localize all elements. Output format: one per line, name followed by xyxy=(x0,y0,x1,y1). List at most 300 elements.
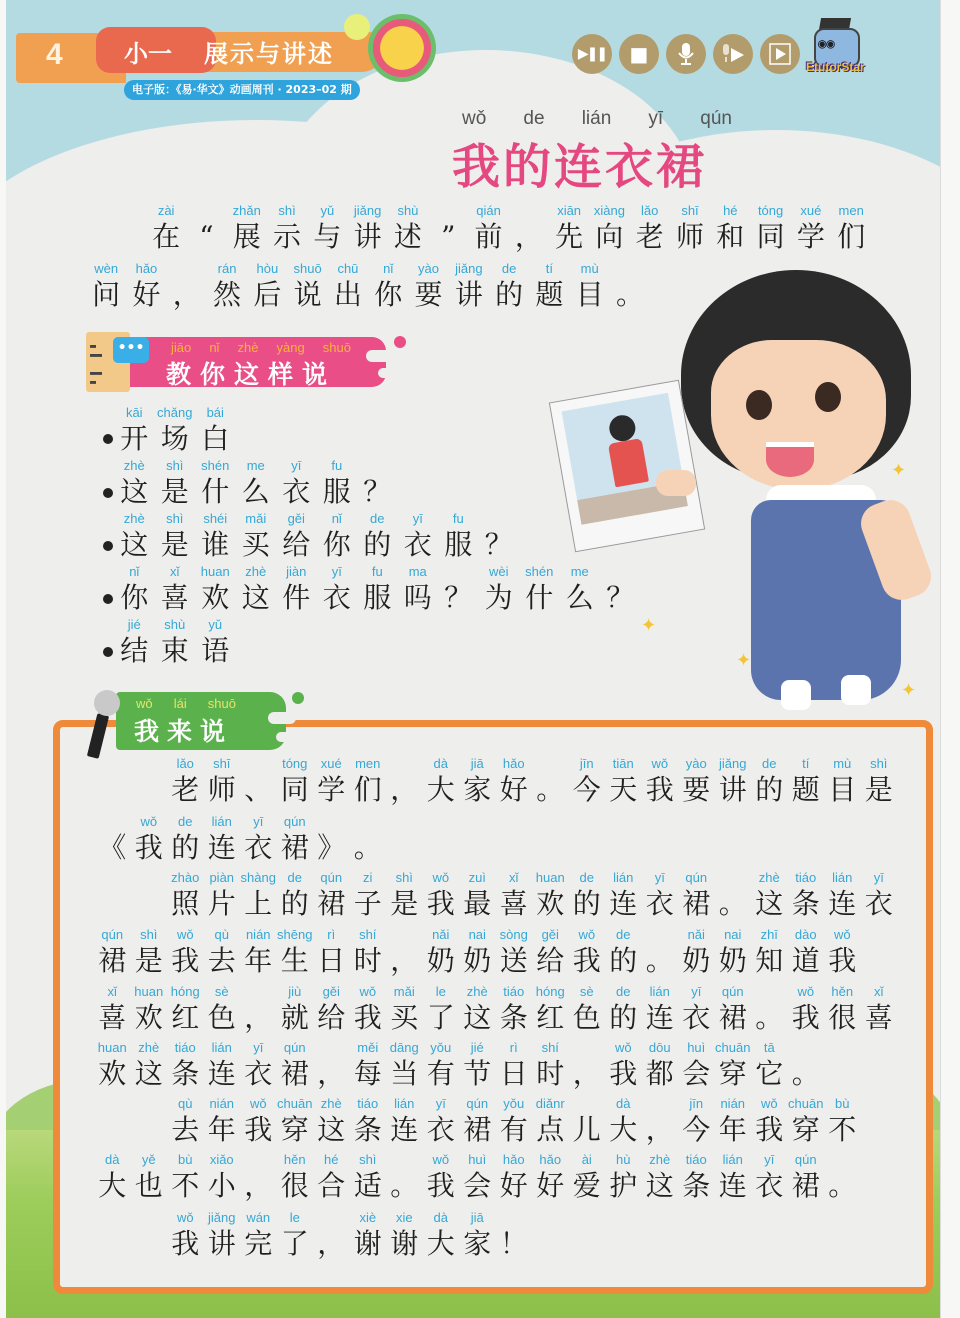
pinyin: shì xyxy=(278,203,296,218)
hanzi: 这 xyxy=(755,887,784,920)
ruby-char xyxy=(861,756,898,808)
ruby-char xyxy=(831,203,871,255)
hanzi: 这 xyxy=(645,1169,674,1202)
hanzi: 目 xyxy=(828,773,857,806)
pinyin: kāi xyxy=(125,405,143,420)
pinyin: tí xyxy=(545,261,554,276)
hanzi: 给 xyxy=(317,1001,346,1034)
ruby-char xyxy=(94,756,131,808)
hanzi: 红 xyxy=(536,1001,565,1034)
pinyin: mǎi xyxy=(393,984,415,999)
bullet-icon xyxy=(103,594,113,604)
hanzi: 连 xyxy=(609,887,638,920)
pinyin: hěn xyxy=(283,1152,306,1167)
pinyin: huì xyxy=(687,1040,706,1055)
sparkle-icon: ✦ xyxy=(901,680,917,701)
ruby-char xyxy=(155,405,196,457)
hanzi: 后 xyxy=(253,278,282,311)
hanzi: 会 xyxy=(463,1169,492,1202)
ruby-char xyxy=(167,1096,204,1148)
pinyin: mù xyxy=(833,756,852,771)
pinyin: wǒ xyxy=(249,1096,267,1111)
hanzi: 讲 xyxy=(454,278,483,311)
hanzi: 同 xyxy=(280,773,309,806)
hanzi: 就 xyxy=(280,1001,309,1034)
ruby-char xyxy=(276,458,317,510)
pinyin: zhī xyxy=(760,927,778,942)
hanzi: 送 xyxy=(499,944,528,977)
pinyin: huan xyxy=(134,984,164,999)
pinyin: jiǎng xyxy=(353,203,382,218)
video-play-button[interactable] xyxy=(760,34,800,74)
ruby-char xyxy=(167,1040,204,1092)
ruby-char xyxy=(459,1152,496,1204)
ruby-char xyxy=(195,564,236,616)
pinyin: qún xyxy=(794,1152,817,1167)
ruby-char xyxy=(459,756,496,808)
pinyin: nǎi xyxy=(687,927,705,942)
ruby-char xyxy=(710,203,750,255)
play-recording-button[interactable] xyxy=(713,34,753,74)
ruby-char xyxy=(386,870,423,922)
pinyin: qún xyxy=(685,870,708,885)
hanzi: 老 xyxy=(635,220,664,253)
pinyin: zhè xyxy=(138,1040,160,1055)
ruby-char xyxy=(357,511,398,563)
hanzi: 很 xyxy=(828,1001,857,1034)
hanzi: 是 xyxy=(160,475,189,508)
hanzi: 服 xyxy=(444,528,473,561)
ruby-char xyxy=(350,756,387,808)
ruby-char xyxy=(791,203,831,255)
worksheet-page xyxy=(6,0,941,1318)
pinyin: qù xyxy=(214,927,229,942)
ruby-char xyxy=(167,870,204,922)
ruby-char xyxy=(532,927,569,979)
hanzi: 完 xyxy=(244,1227,273,1260)
etutor-logo: EtutorStar xyxy=(806,60,865,74)
pinyin: sè xyxy=(579,984,594,999)
ruby-char xyxy=(155,564,196,616)
hanzi: 爱 xyxy=(572,1169,601,1202)
ruby-char xyxy=(861,984,898,1036)
pinyin: jiàn xyxy=(286,564,307,579)
pinyin: ài xyxy=(581,1152,592,1167)
bullet-icon xyxy=(103,434,113,444)
badge-notch xyxy=(268,712,296,724)
ruby-char xyxy=(167,814,204,866)
hanzi: 穿 xyxy=(280,1113,309,1146)
hanzi: 我 xyxy=(572,944,601,977)
pinyin: dāng xyxy=(389,1040,419,1055)
hanzi: 衣 xyxy=(426,1113,455,1146)
pinyin: qún xyxy=(320,870,343,885)
ruby-char xyxy=(240,814,277,866)
microphone-icon xyxy=(677,42,695,66)
ruby-char xyxy=(350,927,387,979)
ruby-char xyxy=(496,1152,533,1204)
ruby-char xyxy=(94,1152,131,1204)
hanzi: 衣 xyxy=(282,475,311,508)
hanzi: 是 xyxy=(864,773,893,806)
ruby-char xyxy=(519,564,560,616)
ruby-char xyxy=(788,870,825,922)
ruby-char xyxy=(195,617,236,669)
ruby-char xyxy=(386,927,423,979)
ruby-char xyxy=(277,1210,314,1262)
hanzi: 片 xyxy=(207,887,236,920)
hanzi: 在 xyxy=(152,220,181,253)
pinyin: xiàng xyxy=(593,203,625,218)
pinyin: shì xyxy=(140,927,158,942)
sparkle-icon: ✦ xyxy=(641,615,657,636)
ruby-char xyxy=(313,1152,350,1204)
hanzi: 。 xyxy=(645,944,674,977)
ruby-char xyxy=(751,870,788,922)
ruby-char xyxy=(569,927,606,979)
hanzi: 这 xyxy=(241,581,270,614)
speech-line xyxy=(94,984,897,1036)
ruby-char xyxy=(94,814,131,866)
ruby-char xyxy=(131,1096,168,1148)
ruby-char xyxy=(277,756,314,808)
ruby-char xyxy=(240,1040,277,1092)
hanzi: 连 xyxy=(207,831,236,864)
pinyin: mù xyxy=(580,261,599,276)
ruby-char xyxy=(131,927,168,979)
bullet-icon xyxy=(103,488,113,498)
pinyin: yī xyxy=(654,870,665,885)
hanzi: 语 xyxy=(201,634,230,667)
pinyin: zi xyxy=(363,870,373,885)
hanzi: 色 xyxy=(207,1001,236,1034)
page-right-edge xyxy=(940,0,960,1318)
hanzi: ？ xyxy=(444,581,473,614)
hanzi: 知 xyxy=(755,944,784,977)
section1-pinyin: jiāo nǐ zhè yàng shuō xyxy=(171,340,351,355)
hanzi: 同 xyxy=(756,220,785,253)
hanzi: 不 xyxy=(171,1169,200,1202)
ruby-char xyxy=(496,870,533,922)
pinyin: me xyxy=(246,458,265,473)
pinyin: xǐ xyxy=(170,564,180,579)
ruby-char xyxy=(496,1096,533,1148)
pinyin: shéi xyxy=(203,511,228,526)
hanzi: 穿 xyxy=(718,1057,747,1090)
hanzi: 奶 xyxy=(463,944,492,977)
pinyin: ma xyxy=(408,564,427,579)
ruby-char xyxy=(751,1040,788,1092)
balloon-icon xyxy=(344,14,370,40)
ruby-char xyxy=(114,458,155,510)
pinyin: de xyxy=(287,870,302,885)
pinyin: dà xyxy=(433,756,448,771)
pinyin: me xyxy=(570,564,589,579)
pinyin: xiān xyxy=(557,203,582,218)
pinyin: fu xyxy=(452,511,464,526)
stop-button[interactable] xyxy=(619,34,659,74)
pinyin: chuān xyxy=(788,1096,824,1111)
section2-title: 我来说 xyxy=(134,717,234,746)
pinyin: wǒ xyxy=(359,984,377,999)
hanzi: 这 xyxy=(120,475,149,508)
ruby-char xyxy=(94,1210,131,1262)
record-button[interactable] xyxy=(666,34,706,74)
ruby-char xyxy=(240,870,277,922)
pinyin: qián xyxy=(476,203,501,218)
ruby-char xyxy=(532,1152,569,1204)
ruby-char xyxy=(678,1096,715,1148)
hanzi: 的 xyxy=(495,278,524,311)
ruby-char xyxy=(605,756,642,808)
pinyin: rì xyxy=(327,927,336,942)
pinyin: xǐ xyxy=(107,984,117,999)
pinyin: nián xyxy=(720,1096,746,1111)
hanzi: 这 xyxy=(317,1113,346,1146)
ruby-char xyxy=(317,458,358,510)
hanzi: 这 xyxy=(463,1001,492,1034)
hanzi: 目 xyxy=(575,278,604,311)
hanzi: 子 xyxy=(353,887,382,920)
ruby-char xyxy=(155,617,196,669)
ruby-char xyxy=(240,1096,277,1148)
speech-line xyxy=(94,927,861,979)
hanzi: 穿 xyxy=(791,1113,820,1146)
ruby-char xyxy=(350,1152,387,1204)
pinyin: lián xyxy=(722,1152,743,1167)
pinyin: dà xyxy=(433,1210,448,1225)
ruby-char xyxy=(678,1040,715,1092)
hanzi: 老 xyxy=(171,773,200,806)
pinyin: nián xyxy=(209,1096,235,1111)
ruby-char xyxy=(240,1210,277,1262)
pinyin: rì xyxy=(509,1040,518,1055)
hanzi: 道 xyxy=(791,944,820,977)
ruby-char xyxy=(642,927,679,979)
ruby-char xyxy=(347,203,387,255)
hanzi: 给 xyxy=(536,944,565,977)
hanzi: 讲 xyxy=(353,220,382,253)
pinyin: shí xyxy=(541,1040,559,1055)
hanzi: 日 xyxy=(499,1057,528,1090)
ruby-char xyxy=(131,984,168,1036)
hanzi: 连 xyxy=(718,1169,747,1202)
hanzi: 示 xyxy=(273,220,302,253)
pinyin: de xyxy=(762,756,777,771)
hanzi: 结 xyxy=(120,634,149,667)
hanzi: ， xyxy=(645,1113,674,1146)
pinyin: nai xyxy=(724,927,742,942)
ruby-char xyxy=(532,984,569,1036)
ruby-char xyxy=(131,870,168,922)
ruby-char xyxy=(642,984,679,1036)
pinyin: yī xyxy=(331,564,342,579)
ruby-char xyxy=(496,1040,533,1092)
ruby-char xyxy=(276,511,317,563)
ruby-char xyxy=(313,1096,350,1148)
hanzi: 我 xyxy=(828,944,857,977)
badge-notch xyxy=(366,350,396,362)
hanzi: 喜 xyxy=(864,1001,893,1034)
pinyin: dà xyxy=(105,1152,120,1167)
pinyin: qún xyxy=(101,927,124,942)
hanzi: 好 xyxy=(499,773,528,806)
ruby-char xyxy=(357,564,398,616)
hanzi: 我 xyxy=(609,1057,638,1090)
pinyin: piàn xyxy=(209,870,235,885)
pinyin: zhè xyxy=(245,564,267,579)
hanzi: 裙 xyxy=(280,1057,309,1090)
ruby-char xyxy=(642,1096,679,1148)
ruby-char xyxy=(788,984,825,1036)
pinyin: qún xyxy=(466,1096,489,1111)
hanzi: 奶 xyxy=(682,944,711,977)
pinyin: shàng xyxy=(240,870,276,885)
hanzi: 护 xyxy=(609,1169,638,1202)
ruby-char xyxy=(549,203,589,255)
pinyin: wǒ xyxy=(140,814,158,829)
hanzi: 白 xyxy=(201,422,230,455)
pinyin: gěi xyxy=(541,927,559,942)
hanzi: 日 xyxy=(317,944,346,977)
hanzi: ， xyxy=(244,1001,273,1034)
pinyin: zhè xyxy=(649,1152,671,1167)
ruby-char xyxy=(155,511,196,563)
pinyin: tiáo xyxy=(503,984,525,999)
pinyin: hé xyxy=(723,203,738,218)
ruby-char xyxy=(600,564,641,616)
play-pause-button[interactable] xyxy=(572,34,612,74)
list-item xyxy=(114,405,236,457)
list-item xyxy=(114,564,641,616)
ruby-char xyxy=(204,927,241,979)
play-pause-icon: ▶❚❚ xyxy=(577,46,607,62)
pinyin: lián xyxy=(613,870,634,885)
lion-mascot-icon xyxy=(368,14,436,82)
pinyin: hǎo xyxy=(135,261,158,276)
hanzi: 师 xyxy=(676,220,705,253)
pinyin: yǒu xyxy=(430,1040,452,1055)
hanzi: ， xyxy=(572,1057,601,1090)
pinyin: yǒu xyxy=(503,1096,525,1111)
ruby-char xyxy=(388,203,428,255)
hanzi: 我 xyxy=(134,831,163,864)
hanzi: 生 xyxy=(280,944,309,977)
hanzi: 年 xyxy=(718,1113,747,1146)
intro-line xyxy=(146,203,871,255)
pinyin: dà xyxy=(616,1096,631,1111)
pinyin: huì xyxy=(468,1152,487,1167)
hanzi: ， xyxy=(514,220,543,253)
hanzi: 是 xyxy=(134,944,163,977)
badge-notch xyxy=(276,732,304,742)
ruby-char xyxy=(350,984,387,1036)
ruby-char xyxy=(670,203,710,255)
ruby-char xyxy=(277,814,314,866)
pinyin: nǐ xyxy=(129,564,140,579)
ruby-char xyxy=(114,617,155,669)
hanzi: 学 xyxy=(796,220,825,253)
play-icon xyxy=(769,43,791,65)
ruby-char xyxy=(131,1210,168,1262)
grade-label: 小一 xyxy=(124,40,172,68)
ruby-char xyxy=(313,756,350,808)
pinyin: xǐ xyxy=(509,870,519,885)
hanzi: 这 xyxy=(120,528,149,561)
pinyin: shī xyxy=(681,203,699,218)
ruby-char xyxy=(313,1210,350,1262)
hanzi: ？ xyxy=(363,475,392,508)
ruby-char xyxy=(236,458,277,510)
hanzi: 买 xyxy=(390,1001,419,1034)
hanzi: ， xyxy=(317,1227,346,1260)
hanzi: 我 xyxy=(426,1169,455,1202)
pinyin: nǐ xyxy=(331,511,342,526)
hanzi: 连 xyxy=(390,1113,419,1146)
pinyin: zhè xyxy=(123,458,145,473)
ruby-char xyxy=(131,1152,168,1204)
pinyin: lǎo xyxy=(176,756,194,771)
hanzi: ， xyxy=(172,278,201,311)
pinyin: yī xyxy=(764,1152,775,1167)
ruby-char xyxy=(126,261,166,313)
hanzi: 。 xyxy=(353,831,382,864)
ruby-char xyxy=(155,458,196,510)
pinyin: qún xyxy=(283,814,306,829)
list-item xyxy=(114,458,398,510)
hanzi: 么 xyxy=(565,581,594,614)
hanzi: 大 xyxy=(98,1169,127,1202)
hanzi: ” xyxy=(441,220,456,253)
pinyin: shì xyxy=(166,458,184,473)
hanzi: 我 xyxy=(353,1001,382,1034)
pinyin: chuān xyxy=(715,1040,751,1055)
hanzi: 你 xyxy=(322,528,351,561)
pinyin: sòng xyxy=(499,927,528,942)
hanzi: 有 xyxy=(426,1057,455,1090)
hanzi: 衣 xyxy=(322,581,351,614)
hanzi: 上 xyxy=(244,887,273,920)
hanzi: 衣 xyxy=(403,528,432,561)
pinyin: hóng xyxy=(535,984,565,999)
ruby-char xyxy=(496,1210,533,1262)
hanzi: 奶 xyxy=(426,944,455,977)
pinyin: de xyxy=(616,984,631,999)
ruby-char xyxy=(459,984,496,1036)
mic-playback-icon xyxy=(720,42,746,66)
pinyin: chuān xyxy=(277,1096,313,1111)
hanzi: 色 xyxy=(572,1001,601,1034)
ruby-char xyxy=(605,984,642,1036)
ruby-char xyxy=(227,203,267,255)
ruby-char xyxy=(532,756,569,808)
hanzi: 红 xyxy=(171,1001,200,1034)
ruby-char xyxy=(195,511,236,563)
pinyin: jīn xyxy=(579,756,594,771)
hanzi: 谢 xyxy=(353,1227,382,1260)
ruby-char xyxy=(236,564,277,616)
ruby-char xyxy=(423,756,460,808)
hanzi: 喜 xyxy=(499,887,528,920)
ruby-char xyxy=(642,1152,679,1204)
hanzi: 今 xyxy=(682,1113,711,1146)
pinyin: měi xyxy=(357,1040,379,1055)
ruby-char xyxy=(350,1096,387,1148)
ruby-char xyxy=(317,564,358,616)
ruby-char xyxy=(313,984,350,1036)
hanzi: 我 xyxy=(171,944,200,977)
pinyin: yě xyxy=(141,1152,156,1167)
